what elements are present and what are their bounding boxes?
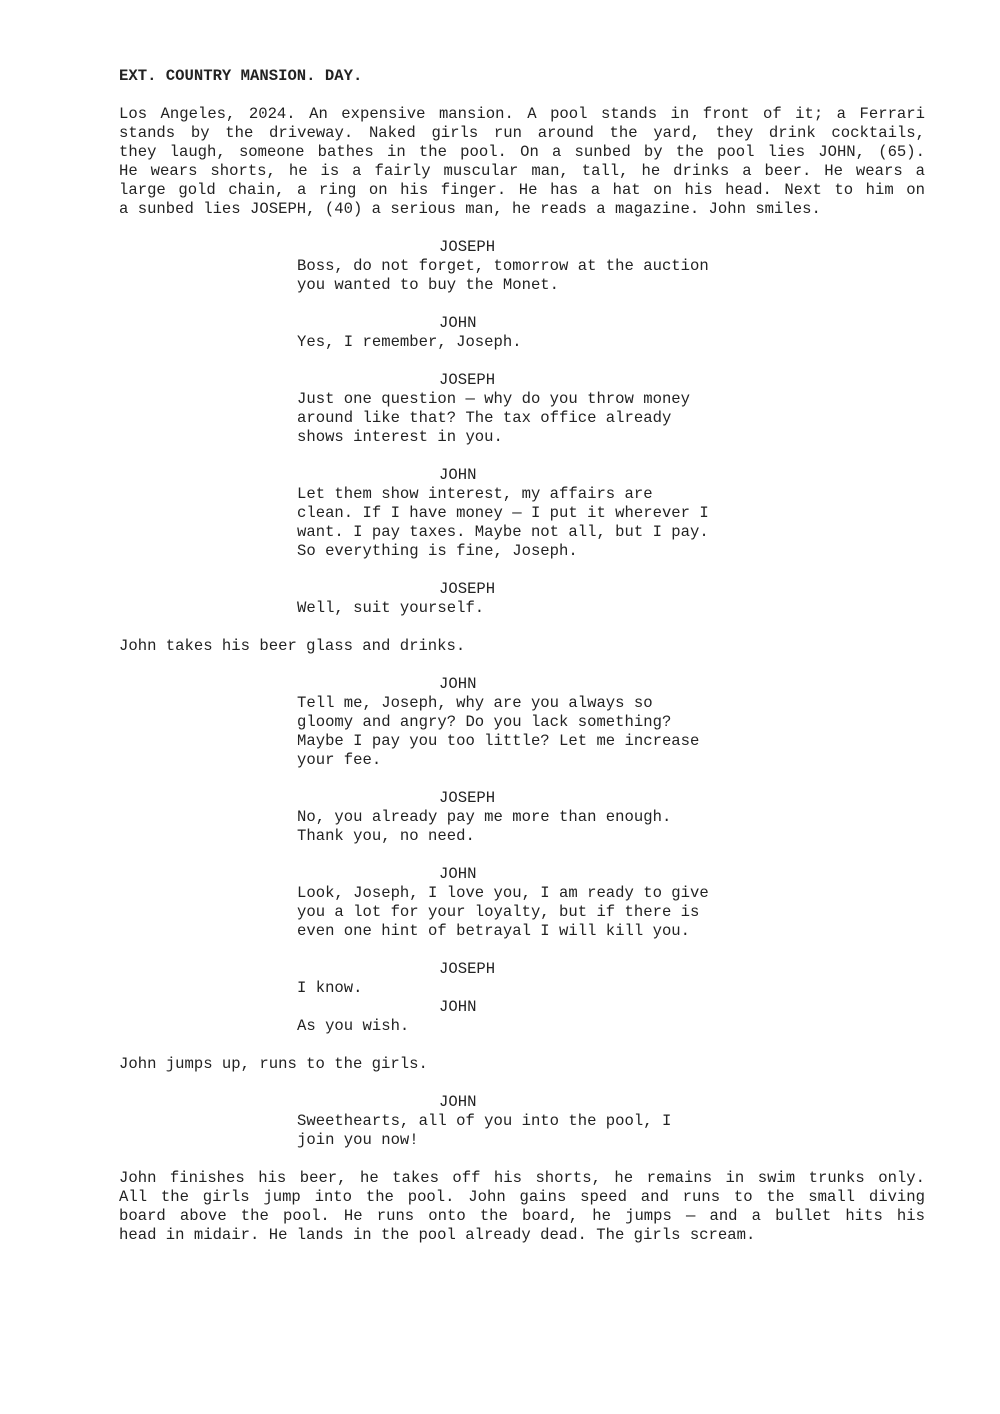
spacer [119,941,929,960]
spacer [119,1036,929,1055]
action-line: board above the pool. He runs onto the board, he jumps — and a bullet hits his [119,1207,925,1225]
action-line: a sunbed lies JOSEPH, (40) a serious man, he reads a magazine. John smiles. [119,200,821,218]
spacer [119,447,929,466]
character-name: JOSEPH [439,371,496,389]
dialogue-block [119,1093,929,1150]
spacer [119,219,929,238]
character-name: JOHN [439,314,477,332]
dialogue-line: Yes, I remember, Joseph. [297,333,522,351]
dialogue-line: Just one question — why do you throw money [297,390,691,408]
spacer [119,1150,929,1169]
spacer [119,295,929,314]
action-line: they laugh, someone bathes in the pool. On a sunbed by the pool lies JOHN, (65). [119,143,925,161]
dialogue-block [119,789,929,846]
action-line: Los Angeles, 2024. An expensive mansion. A pool stands in front of it; a Ferrari [119,105,925,123]
action-line: He wears shorts, he is a fairly muscular man, tall, he drinks a beer. He wears a [119,162,925,180]
dialogue-block [119,580,929,618]
dialogue-line: I know. [297,979,363,997]
action-line: All the girls jump into the pool. John gains speed and runs to the small diving [119,1188,925,1206]
dialogue-block [119,960,929,998]
character-name: JOHN [439,675,477,693]
dialogue-block [119,371,929,447]
dialogue-line: join you now! [297,1131,419,1149]
dialogue-line: Look, Joseph, I love you, I am ready to give [297,884,709,902]
dialogue-line: around like that? The tax office already [297,409,672,427]
dialogue-block [119,675,929,770]
dialogue-line: As you wish. [297,1017,410,1035]
dialogue-line: Tell me, Joseph, why are you always so [297,694,653,712]
dialogue-block [119,238,929,295]
dialogue-line: gloomy and angry? Do you lack something? [297,713,672,731]
character-name: JOHN [439,466,477,484]
character-name: JOSEPH [439,789,496,807]
dialogue-line: No, you already pay me more than enough. [297,808,672,826]
spacer [119,618,929,637]
dialogue-line: shows interest in you. [297,428,503,446]
character-name: JOSEPH [439,960,496,978]
spacer [119,1074,929,1093]
spacer [119,561,929,580]
spacer [119,656,929,675]
dialogue-line: Sweethearts, all of you into the pool, I [297,1112,672,1130]
dialogue-line: So everything is fine, Joseph. [297,542,578,560]
dialogue-line: clean. If I have money — I put it wherever I [297,504,709,522]
scene-heading: EXT. COUNTRY MANSION. DAY. [119,67,363,85]
dialogue-line: Thank you, no need. [297,827,475,845]
dialogue-block [119,466,929,561]
action-line: John takes his beer glass and drinks. [119,637,466,655]
action-line: John jumps up, runs to the girls. [119,1055,428,1073]
dialogue-line: you a lot for your loyalty, but if there is [297,903,700,921]
character-name: JOHN [439,998,477,1016]
dialogue-line: even one hint of betrayal I will kill you. [297,922,691,940]
action-line: head in midair. He lands in the pool already dead. The girls scream. [119,1226,756,1244]
dialogue-line: Boss, do not forget, tomorrow at the auction [297,257,709,275]
character-name: JOSEPH [439,238,496,256]
spacer [119,770,929,789]
dialogue-line: you wanted to buy the Monet. [297,276,560,294]
dialogue-line: Maybe I pay you too little? Let me increase [297,732,700,750]
character-name: JOSEPH [439,580,496,598]
dialogue-block [119,314,929,352]
dialogue-line: your fee. [297,751,382,769]
action-line: stands by the driveway. Naked girls run around the yard, they drink cocktails, [119,124,925,142]
action-line: John finishes his beer, he takes off his shorts, he remains in swim trunks only. [119,1169,925,1187]
action-line: large gold chain, a ring on his finger. He has a hat on his head. Next to him on [119,181,925,199]
action-block [119,105,929,219]
character-name: JOHN [439,1093,477,1111]
screenplay-page [119,67,929,1245]
dialogue-block [119,865,929,941]
dialogue-line: Well, suit yourself. [297,599,485,617]
spacer [119,352,929,371]
spacer [119,846,929,865]
spacer [119,86,929,105]
character-name: JOHN [439,865,477,883]
dialogue-line: Let them show interest, my affairs are [297,485,653,503]
action-block [119,1169,929,1245]
dialogue-block [119,998,929,1036]
dialogue-line: want. I pay taxes. Maybe not all, but I pay. [297,523,709,541]
